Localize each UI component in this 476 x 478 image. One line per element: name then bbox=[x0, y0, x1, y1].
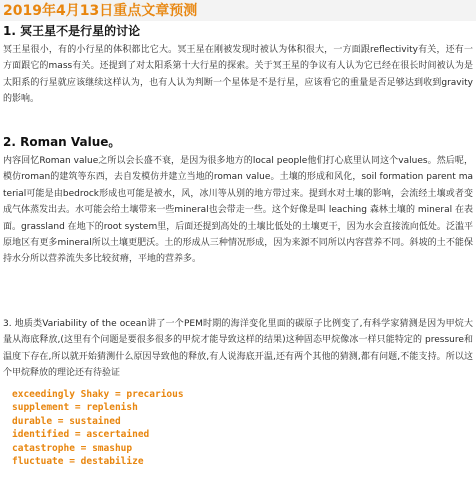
page-title: 2019年4月13日重点文章预测 bbox=[3, 3, 198, 19]
vocabulary-list bbox=[12, 388, 312, 468]
section-1-body: 冥王星很小，有的小行星的体积都比它大。冥王星在刚被发现时被认为体积很大，一方面跟reflectivity有关，还有一方面跟它的mass有关。还提到了对太阳系第十大行星的探索。关于冥王星的争议有人认为它已经在很长时间被认为是太阳系的行星就应该继续这样认为，也有人认为判断一个星体是不是行星，应该看它的重量是否足够达到收到gravity的影响。 bbox=[3, 45, 473, 105]
vocabulary-item: durable = sustained bbox=[12, 415, 121, 427]
vocabulary-item: catastrophe = smashup bbox=[12, 442, 133, 454]
vocabulary-item: identified = ascertained bbox=[12, 429, 150, 441]
section-3-body: 3. 地质类Variability of the ocean讲了一个PEM时期的海洋变化里面的碳原子比例变了,有科学家猜测是因为甲烷大量从海底释放,(这里有个问题是要很多很多的甲烷才能导致这样的结果)这种固态甲烷像冰一样只能特定的 pressure和温度下存在,所以就开始猜测什么原因导致他的释放,有人说海底开温,还有两个其他的猜测,都有问题,不能支持。所以这个甲烷释放的理论还有待验证 bbox=[3, 319, 473, 379]
vocabulary-item: fluctuate = destabilize bbox=[12, 456, 144, 468]
section-2-heading: 2. Roman Value。 bbox=[3, 135, 121, 149]
section-2-body: 内容回忆Roman value之所以会长盛不衰，是因为很多地方的local people他们打心底里认同这个values。然后呢，模仿roman的建筑等东西，去自发模仿并建立当地的roman value。土壤的形成和风化，soil formation parent material可能是由bedrock形成也可能是被水，风，冰川等从别的地方带过来。提到水对土壤的影响，会流经土壤或者变成气体蒸发出去。水可能会给土壤带来一些mineral也会带走一些。这个好像是叫 leaching 森林土壤的 mineral 在表面。grassland 在地下的root system里，后面还提到高处的土壤比低处的土壤更干，因为水会直接流向低处。泛滥平原地区有更多mineral所以土壤更肥沃。土的形成从三种情况形成，因为来源不同所以内容营养不同。斜坡的土不能保持水分所以营养流失多比较贫瘠，平地的营养多。 bbox=[3, 156, 473, 265]
vocabulary-item: supplement = replenish bbox=[12, 402, 138, 414]
vocabulary-item: exceedingly Shaky = precarious bbox=[12, 389, 184, 400]
header-bar bbox=[0, 0, 476, 21]
section-1-heading: 1. 冥王星不是行星的讨论 bbox=[3, 24, 141, 38]
